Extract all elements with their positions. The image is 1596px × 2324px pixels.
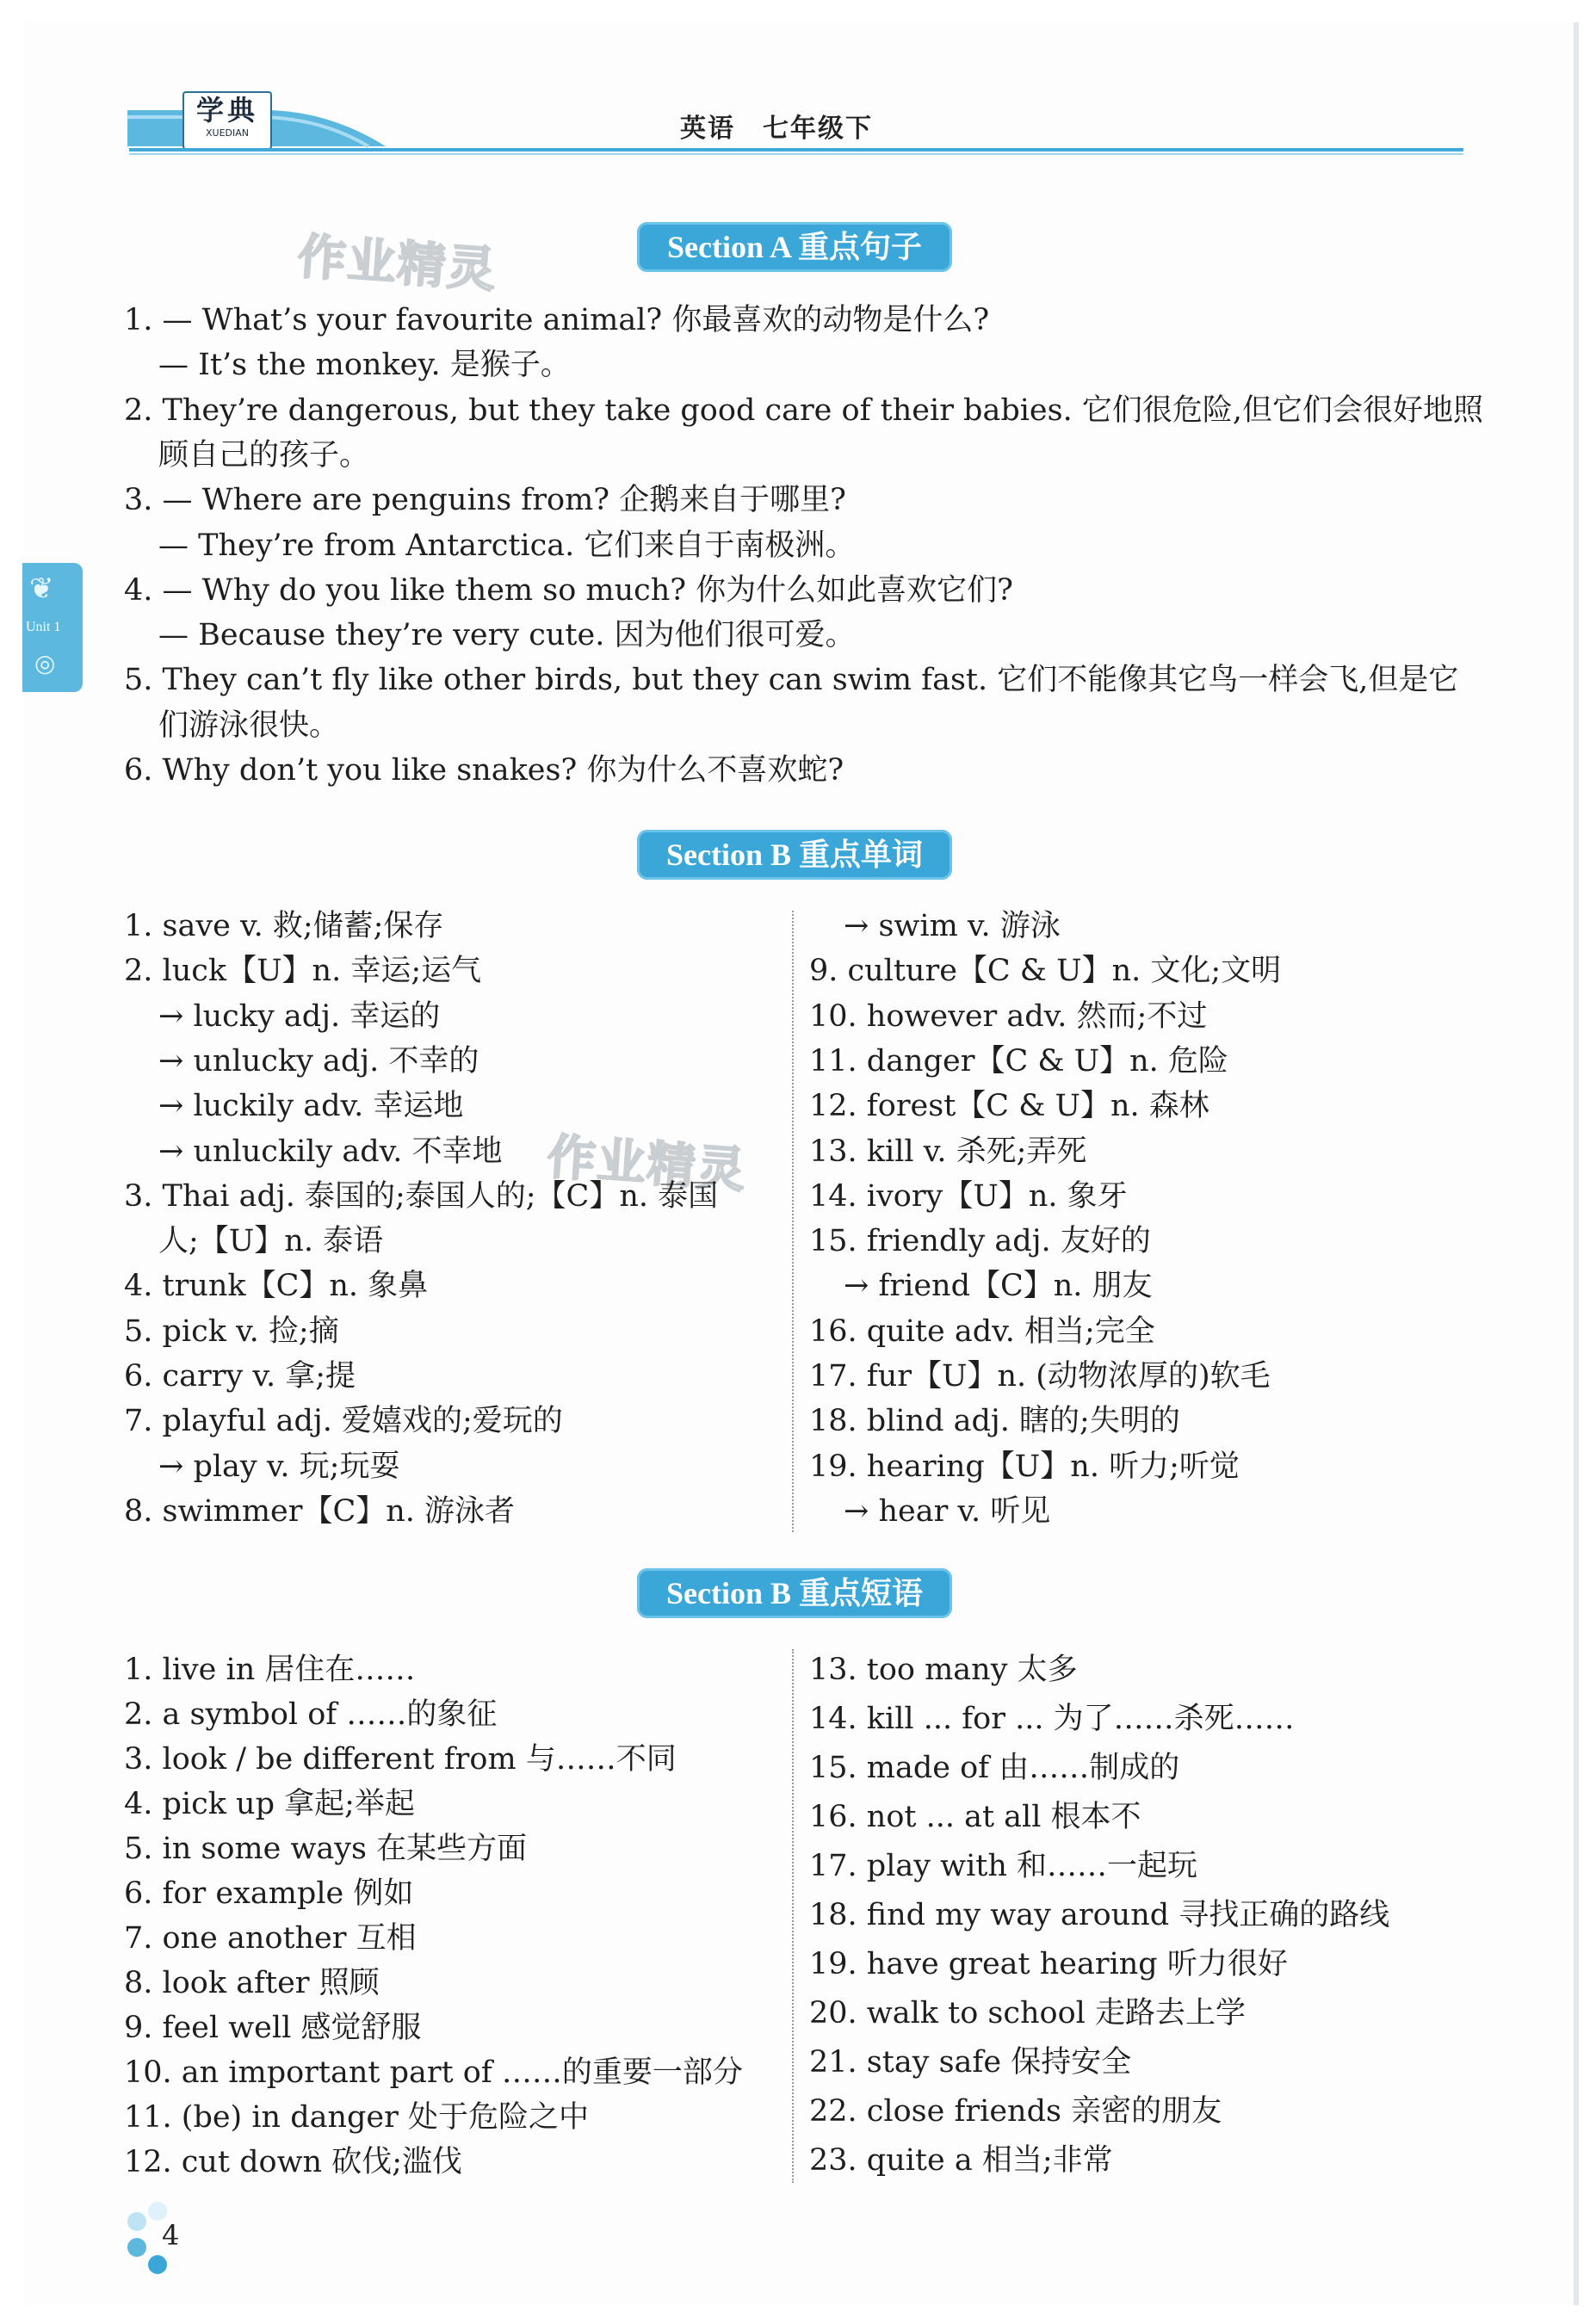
footer-dot (148, 2202, 167, 2221)
vocab-line: → play v. 玩;玩耍 (158, 1449, 400, 1484)
vocab-line: 9. culture【C & U】n. 文化;文明 (809, 954, 1282, 989)
vocab-line: 18. blind adj. 瞎的;失明的 (809, 1404, 1180, 1439)
sentence-line: 2. They’re dangerous, but they take good care of their babies. 它们很危险,但它们会很好地照 (124, 392, 1483, 428)
watermark-middle: 作业精灵 (545, 1128, 749, 1200)
vocab-line: → luckily adv. 幸运地 (158, 1089, 464, 1124)
phrase-line: 1. live in 居住在…… (124, 1653, 416, 1687)
vocab-line: 3. Thai adj. 泰国的;泰国人的;【C】n. 泰国 (124, 1178, 719, 1214)
footer-dot (127, 2212, 146, 2231)
watermark-top: 作业精灵 (295, 228, 499, 300)
sentence-line: 顾自己的孩子。 (158, 437, 370, 473)
phrase-line: 18. find my way around 寻找正确的路线 (809, 1898, 1390, 1932)
vocab-line: 4. trunk【C】n. 象鼻 (124, 1269, 429, 1304)
vocab-line: → unlucky adj. 不幸的 (158, 1043, 479, 1079)
header-rule-light (129, 153, 1463, 155)
phrase-line: 10. an important part of ……的重要一部分 (124, 2055, 743, 2090)
vocab-line: 13. kill v. 杀死;弄死 (809, 1134, 1087, 1169)
vocab-line: 17. fur【U】n. (动物浓厚的)软毛 (809, 1359, 1271, 1394)
vocab-line: 7. playful adj. 爱嬉戏的;爱玩的 (124, 1404, 563, 1439)
vocab-line: 5. pick v. 捡;摘 (124, 1313, 339, 1349)
header-rule (129, 148, 1463, 151)
vocab-line: 15. friendly adj. 友好的 (809, 1224, 1151, 1259)
sentence-line: 们游泳很快。 (158, 708, 340, 743)
vocab-line: 16. quite adv. 相当;完全 (809, 1313, 1155, 1349)
phrase-line: 5. in some ways 在某些方面 (124, 1832, 528, 1866)
vocab-line: 14. ivory【U】n. 象牙 (809, 1178, 1128, 1214)
phrase-line: 21. stay safe 保持安全 (809, 2045, 1132, 2080)
swirl-icon: ◎ (34, 649, 56, 677)
logo-chinese: 学典 (195, 94, 258, 127)
phrase-line: 7. one another 互相 (124, 1921, 417, 1956)
vocab-line: → unluckily adv. 不幸地 (158, 1134, 503, 1169)
wing-icon: ❦ (29, 572, 54, 606)
words-column-divider (792, 911, 794, 1532)
section-a-title: Section A 重点句子 (637, 222, 952, 272)
vocab-line: 人;【U】n. 泰语 (158, 1224, 384, 1259)
phrase-line: 23. quite a 相当;非常 (809, 2143, 1113, 2178)
vocab-line: → lucky adj. 幸运的 (158, 998, 441, 1034)
sentence-line: — They’re from Antarctica. 它们来自于南极洲。 (158, 528, 856, 563)
phrase-line: 8. look after 照顾 (124, 1966, 380, 2000)
sentence-line: 1. — What’s your favourite animal? 你最喜欢的动物是什么? (124, 303, 990, 337)
phrase-line: 19. have great hearing 听力很好 (809, 1947, 1288, 1981)
phrase-line: 2. a symbol of ……的象征 (124, 1697, 498, 1732)
vocab-line: → friend【C】n. 朋友 (844, 1269, 1153, 1304)
phrase-line: 20. walk to school 走路去上学 (809, 1996, 1246, 2030)
sentence-line: — Because they’re very cute. 因为他们很可爱。 (158, 618, 856, 653)
footer-dot (127, 2238, 146, 2257)
vocab-line: 1. save v. 救;储蓄;保存 (124, 909, 444, 943)
sentence-line: 3. — Where are penguins from? 企鹅来自于哪里? (124, 483, 846, 518)
phrase-line: 9. feel well 感觉舒服 (124, 2011, 422, 2045)
phrase-line: 22. close friends 亲密的朋友 (809, 2094, 1222, 2129)
logo-english: XUEDIAN (205, 127, 249, 139)
phrase-line: 11. (be) in danger 处于危险之中 (124, 2100, 589, 2135)
phrase-line: 17. play with 和……一起玩 (809, 1849, 1198, 1883)
unit-label: Unit 1 (26, 620, 61, 634)
vocab-line: → swim v. 游泳 (844, 909, 1061, 943)
header-title: 英语 七年级下 (680, 114, 873, 144)
phrase-line: 14. kill ... for ... 为了……杀死…… (809, 1702, 1295, 1736)
sentence-line: 5. They can’t fly like other birds, but they can swim fast. 它们不能像其它鸟一样会飞,但是它 (124, 663, 1459, 698)
vocab-line: 8. swimmer【C】n. 游泳者 (124, 1493, 516, 1529)
vocab-line: 10. however adv. 然而;不过 (809, 998, 1208, 1034)
unit-side-tab (22, 563, 83, 692)
vocab-line: 12. forest【C & U】n. 森林 (809, 1089, 1209, 1124)
vocab-line: → hear v. 听见 (844, 1493, 1051, 1529)
phrase-line: 3. look / be different from 与……不同 (124, 1742, 677, 1777)
vocab-line: 19. hearing【U】n. 听力;听觉 (809, 1449, 1240, 1484)
footer-dot (148, 2255, 167, 2274)
publisher-logo (182, 91, 272, 150)
phrase-line: 16. not ... at all 根本不 (809, 1800, 1141, 1834)
phrase-line: 13. too many 太多 (809, 1653, 1078, 1687)
sentence-line: 4. — Why do you like them so much? 你为什么如此喜欢它们? (124, 572, 1013, 608)
section-b-phrases-title: Section B 重点短语 (637, 1568, 952, 1618)
sentence-line: 6. Why don’t you like snakes? 你为什么不喜欢蛇? (124, 753, 844, 788)
phrases-column-divider (792, 1649, 794, 2183)
phrase-line: 15. made of 由……制成的 (809, 1751, 1180, 1785)
section-b-words-title: Section B 重点单词 (637, 830, 952, 880)
vocab-line: 6. carry v. 拿;提 (124, 1359, 356, 1394)
phrase-line: 6. for example 例如 (124, 1876, 414, 1911)
vocab-line: 2. luck【U】n. 幸运;运气 (124, 954, 482, 989)
phrase-line: 12. cut down 砍伐;滥伐 (124, 2145, 463, 2179)
sentence-line: — It’s the monkey. 是猴子。 (158, 348, 571, 383)
phrase-line: 4. pick up 拿起;举起 (124, 1787, 415, 1821)
page-number: 4 (162, 2219, 180, 2252)
vocab-line: 11. danger【C & U】n. 危险 (809, 1043, 1228, 1079)
